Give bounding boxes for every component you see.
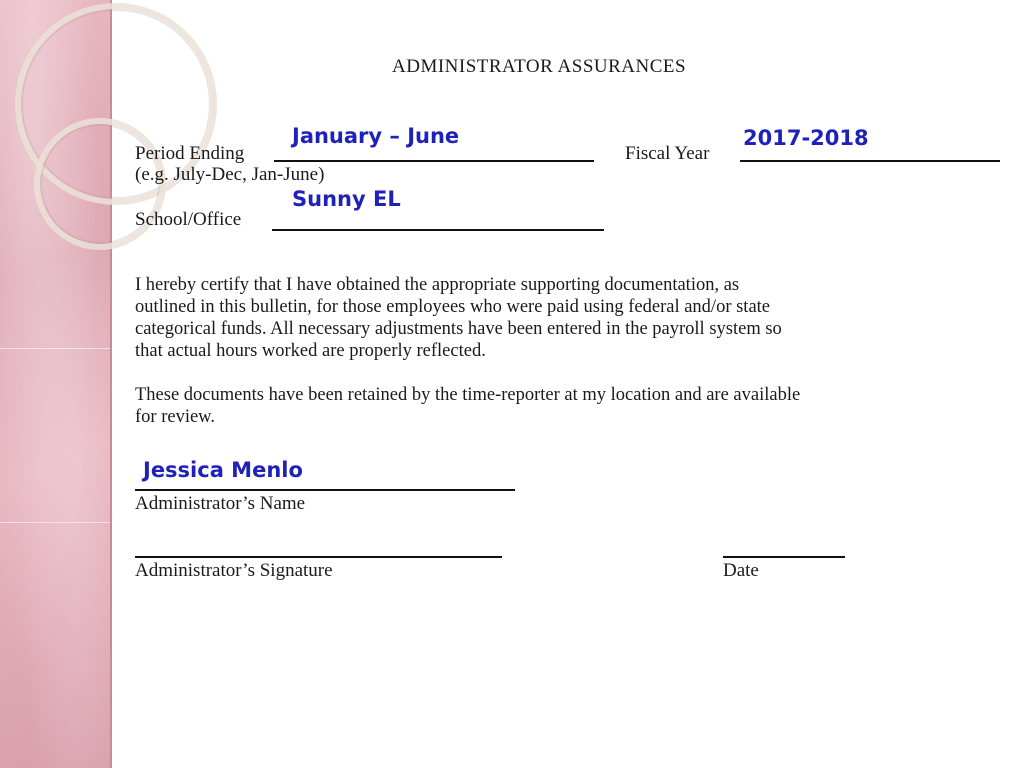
period-ending-hint: (e.g. July-Dec, Jan-June): [135, 164, 325, 185]
retained-line: for review.: [135, 407, 215, 427]
period-ending-value[interactable]: January – June: [292, 124, 460, 148]
period-ending-line: [274, 160, 594, 162]
fiscal-year-value[interactable]: 2017-2018: [743, 126, 869, 150]
certify-paragraph: [135, 274, 782, 362]
school-office-line: [272, 229, 604, 231]
tile-divider: [0, 522, 110, 523]
admin-name-label: Administrator’s Name: [135, 493, 306, 514]
admin-name-value[interactable]: Jessica Menlo: [143, 458, 303, 482]
fiscal-year-line: [740, 160, 1000, 162]
certify-line: that actual hours worked are properly reflected.: [135, 341, 486, 361]
school-office-value[interactable]: Sunny EL: [292, 187, 401, 211]
school-office-label: School/Office: [135, 209, 242, 230]
admin-name-line: [135, 489, 515, 491]
retained-paragraph: [135, 384, 800, 428]
certify-line: I hereby certify that I have obtained the appropriate supporting documentation, as: [135, 275, 740, 295]
retained-line: These documents have been retained by the time-reporter at my location and are available: [135, 385, 801, 405]
date-line[interactable]: [723, 556, 845, 558]
admin-signature-label: Administrator’s Signature: [135, 560, 333, 581]
period-ending-label: Period Ending: [135, 143, 245, 164]
document-title: ADMINISTRATOR ASSURANCES: [392, 56, 687, 77]
certify-line: categorical funds. All necessary adjustments have been entered in the payroll system so: [135, 319, 782, 339]
certify-line: outlined in this bulletin, for those employees who were paid using federal and/or state: [135, 297, 771, 317]
tile-divider: [0, 348, 110, 349]
fiscal-year-label: Fiscal Year: [625, 143, 710, 164]
date-label: Date: [723, 560, 759, 581]
admin-signature-line[interactable]: [135, 556, 502, 558]
